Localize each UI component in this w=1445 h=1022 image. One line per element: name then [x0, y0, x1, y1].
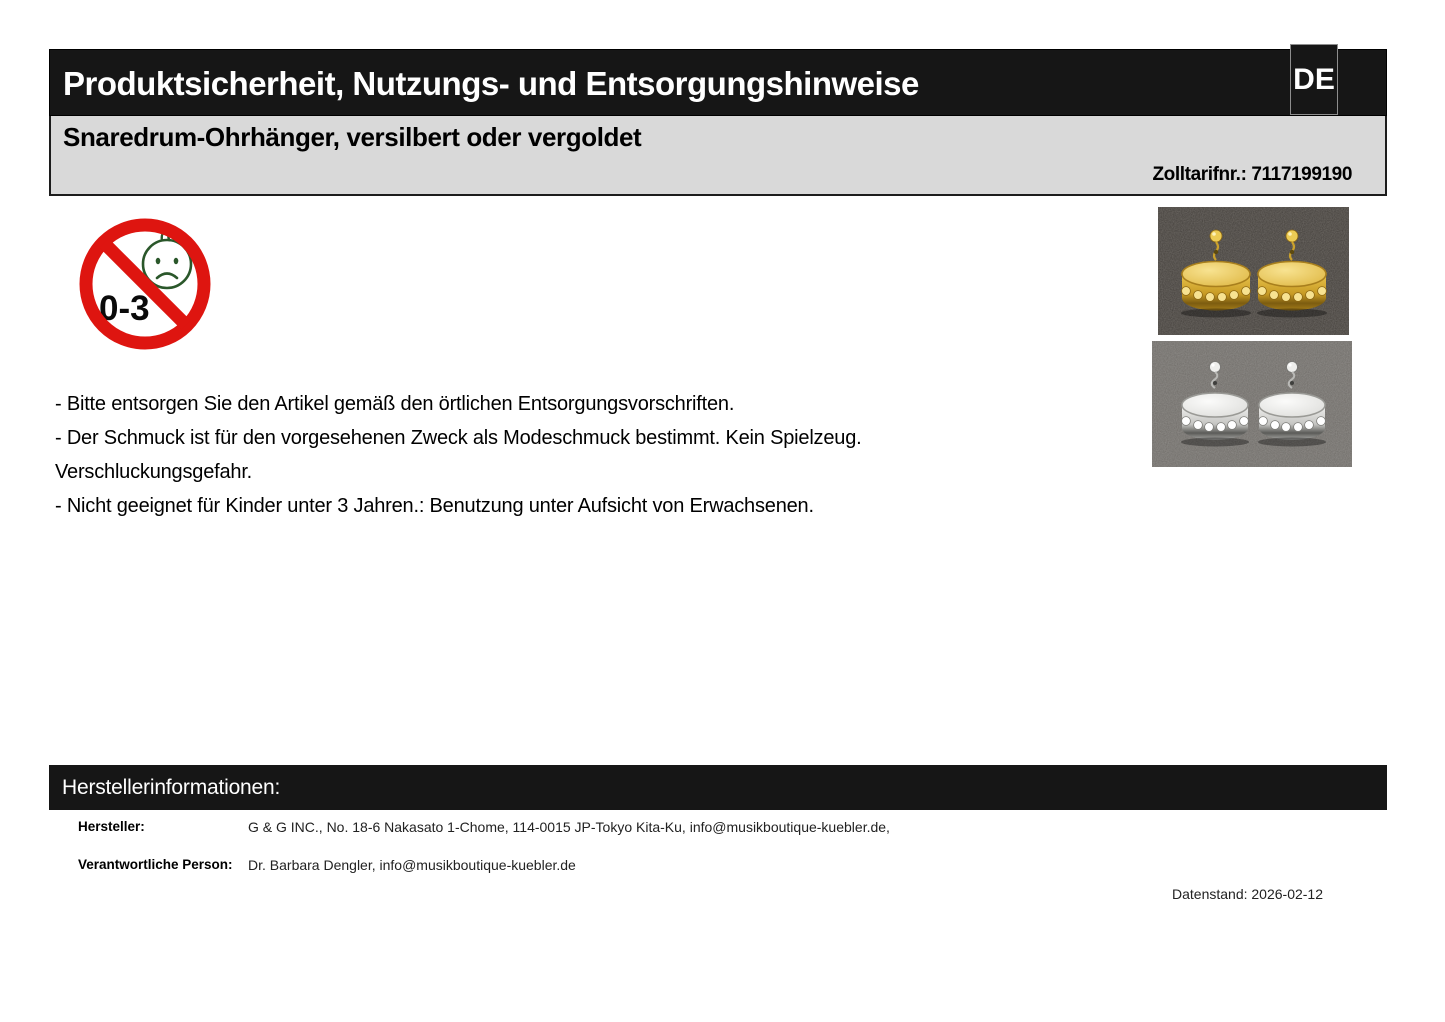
- subheader-band: [49, 116, 1387, 196]
- responsible-person-value: Dr. Barbara Dengler, info@musikboutique-kuebler.de: [248, 857, 576, 873]
- manufacturer-info-heading: Herstellerinformationen:: [62, 776, 281, 799]
- manufacturer-value: G & G INC., No. 18-6 Nakasato 1-Chome, 114-0015 JP-Tokyo Kita-Ku, info@musikboutique-kuebler.de,: [248, 819, 890, 835]
- note-line: - Bitte entsorgen Sie den Artikel gemäß den örtlichen Entsorgungsvorschriften.: [55, 393, 735, 415]
- manufacturer-info-bar: [49, 765, 1387, 810]
- responsible-person-label: Verantwortliche Person:: [78, 857, 233, 872]
- note-line: - Der Schmuck ist für den vorgesehenen Zweck als Modeschmuck bestimmt. Kein Spielzeug.: [55, 427, 862, 449]
- product-photo-silver-earrings: [1152, 341, 1352, 467]
- tariff-number: Zolltarifnr.: 7117199190: [1152, 164, 1352, 185]
- note-line: Verschluckungsgefahr.: [55, 461, 253, 483]
- note-line: - Nicht geeignet für Kinder unter 3 Jahren.: Benutzung unter Aufsicht von Erwachsenen.: [55, 495, 814, 517]
- product-photo-gold-earrings: [1158, 207, 1349, 335]
- header-bar: [49, 49, 1387, 116]
- age-range-label: 0-3: [99, 289, 150, 328]
- data-date-note: Datenstand: 2026-02-12: [1172, 886, 1323, 902]
- language-badge: DE: [1290, 44, 1338, 115]
- page-title: Produktsicherheit, Nutzungs- und Entsorgungshinweise: [63, 65, 919, 102]
- safety-notes: [55, 387, 1035, 523]
- product-title: Snaredrum-Ohrhänger, versilbert oder vergoldet: [63, 122, 642, 152]
- no-children-under-3-icon: [77, 216, 213, 352]
- manufacturer-label: Hersteller:: [78, 819, 145, 834]
